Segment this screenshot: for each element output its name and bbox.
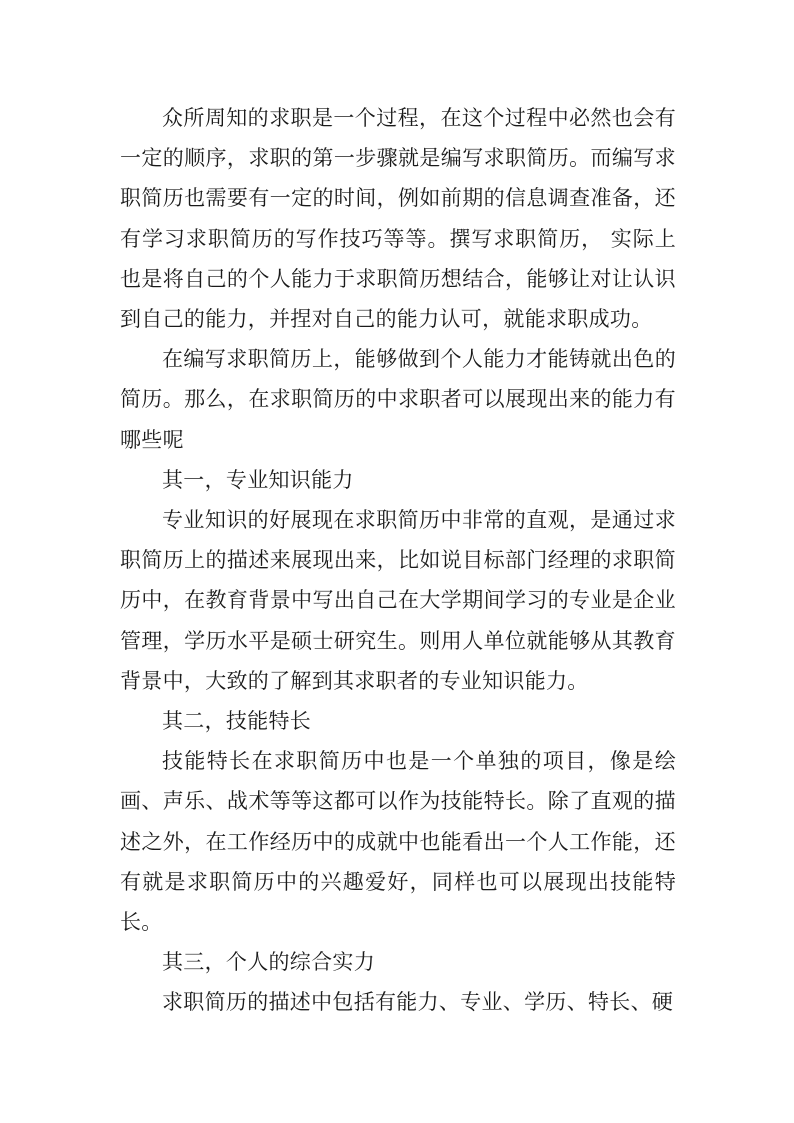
paragraph-section-1: 专业知识的好展现在求职简历中非常的直观，是通过求职简历上的描述来展现出来，比如说目标部门经理的求职简历中，在教育背景中写出自己在大学期间学习的专业是企业管理，学历水平是硕士研究生。则用人单位就能够从其教育背景中，大致的了解到其求职者的专业知识能力。 bbox=[120, 508, 676, 693]
document-body bbox=[120, 98, 676, 1023]
paragraph-question: 在编写求职简历上，能够做到个人能力才能铸就出色的简历。那么，在求职简历的中求职者可以展现出来的能力有哪些呢 bbox=[120, 347, 676, 452]
section-heading-1: 其一，专业知识能力 bbox=[162, 467, 354, 492]
paragraph-section-3: 求职简历的描述中包括有能力、专业、学历、特长、硬 bbox=[162, 990, 674, 1015]
paragraph-section-2: 技能特长在求职简历中也是一个单独的项目，像是绘画、声乐、战术等等这都可以作为技能特长。除了直观的描述之外，在工作经历中的成就中也能看出一个人工作能，还有就是求职简历中的兴趣爱好，同样也可以展现出技能特长。 bbox=[120, 749, 676, 935]
section-heading-3: 其三，个人的综合实力 bbox=[162, 950, 375, 975]
section-heading-2: 其二，技能特长 bbox=[162, 709, 312, 734]
paragraph-intro: 众所周知的求职是一个过程，在这个过程中必然也会有一定的顺序，求职的第一步骤就是编写求职简历。而编写求职简历也需要有一定的时间，例如前期的信息调查准备，还有学习求职简历的写作技巧等等。撰写求职简历， 实际上也是将自己的个人能力于求职简历想结合，能够让对让认识到自己的能力，并捏对自己的能力认可，就能求职成功。 bbox=[120, 106, 676, 332]
